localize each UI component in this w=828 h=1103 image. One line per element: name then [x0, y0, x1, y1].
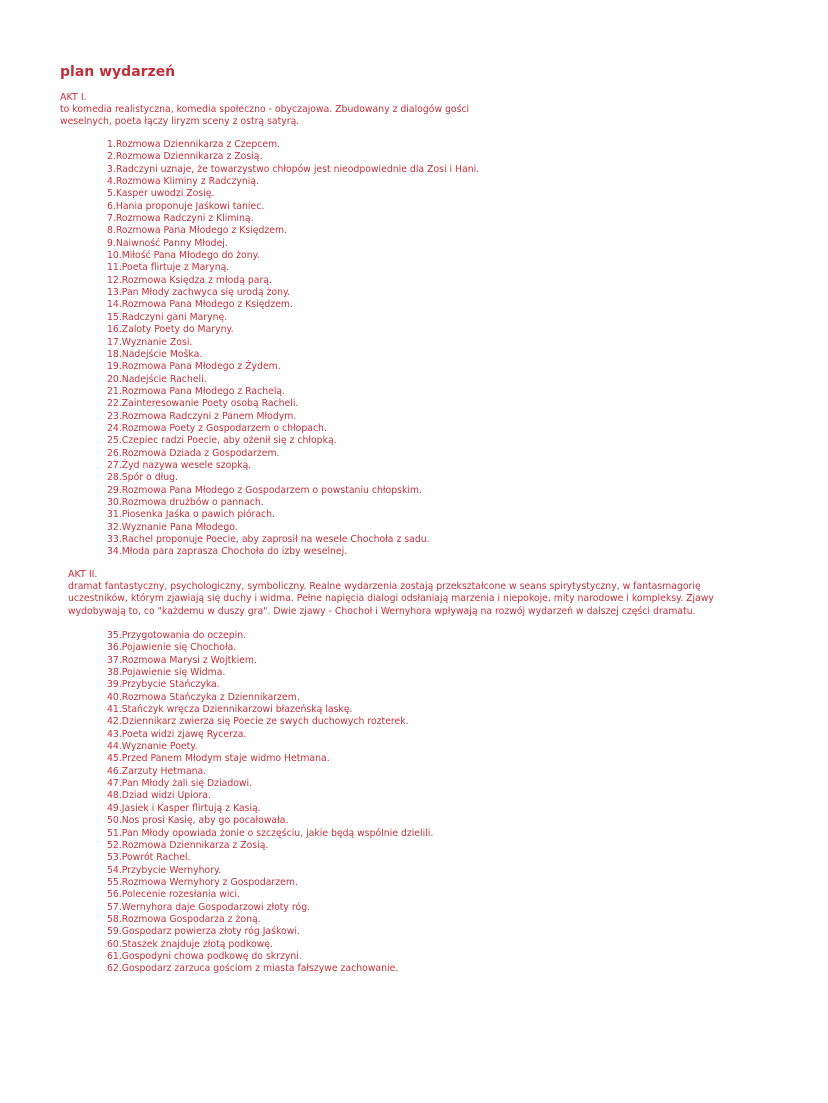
event-item: 49.Jasiek i Kasper flirtują z Kasią.: [107, 802, 261, 814]
event-item: 15.Radczyni gani Marynę.: [107, 311, 228, 323]
event-item: 62.Gospodarz zarzuca gościom z miasta fałszywe zachowanie.: [107, 963, 399, 975]
event-item: 36.Pojawienie się Chochoła.: [107, 642, 237, 654]
event-item: 32.Wyznanie Pana Młodego.: [107, 521, 238, 533]
event-item: 39.Przybycie Stańczyka.: [107, 679, 220, 691]
event-item: 13.Pan Młody zachwyca się urodą żony.: [107, 287, 291, 299]
event-item: 11.Poeta flirtuje z Maryną.: [107, 262, 230, 274]
event-item: 17.Wyznanie Zosi.: [107, 336, 193, 348]
event-item: 46.Zarzuty Hetmana.: [107, 765, 207, 777]
event-item: 51.Pan Młody opowiada żonie o szczęściu, jakie będą wspólnie dzielili.: [107, 827, 434, 839]
page-title: plan wydarzeń: [60, 64, 176, 80]
event-item: 34.Młoda para zaprasza Chochoła do izby weselnej.: [107, 546, 348, 558]
act-1-label: AKT I.: [60, 92, 87, 103]
event-item: 9.Naiwność Panny Młodej.: [107, 237, 228, 249]
event-item: 48.Dziad widzi Upiora.: [107, 790, 211, 802]
event-item: 38.Pojawienie się Widma.: [107, 667, 226, 679]
event-item: 20.Nadejście Racheli.: [107, 373, 207, 385]
event-item: 2.Rozmowa Dziennikarza z Zosią.: [107, 151, 263, 163]
event-item: 53.Powrót Rachel.: [107, 852, 191, 864]
act-1-section: [60, 92, 490, 129]
event-item: 43.Poeta widzi zjawę Rycerza.: [107, 728, 247, 740]
event-item: 31.Piosenka Jaśka o pawich piórach.: [107, 509, 275, 521]
event-item: 1.Rozmowa Dziennikarza z Czepcem.: [107, 139, 281, 150]
event-item: 4.Rozmowa Kliminy z Radczynią.: [107, 176, 260, 188]
event-item: 3.Radczyni uznaje, że towarzystwo chłopów jest nieodpowiednie dla Zosi i Hani.: [107, 163, 480, 175]
event-item: 19.Rozmowa Pana Młodego z Żydem.: [107, 361, 281, 373]
event-item: 44.Wyznanie Poety.: [107, 741, 198, 753]
event-item: 25.Czepiec radzi Poecie, aby ożenił się z chłopką.: [107, 435, 337, 447]
event-item: 37.Rozmowa Marysi z Wojtkiem.: [107, 654, 257, 666]
event-item: 59.Gospodarz powierza złoty róg Jaśkowi.: [107, 926, 300, 938]
event-item: 22.Zainteresowanie Poety osobą Racheli.: [107, 398, 299, 410]
event-item: 6.Hania proponuje Jaśkowi taniec.: [107, 200, 265, 212]
event-item: 61.Gospodyni chowa podkowę do skrzyni.: [107, 950, 302, 962]
event-item: 18.Nadejście Moška.: [107, 348, 203, 360]
event-item: 45.Przed Panem Młodym staje widmo Hetmana.: [107, 753, 330, 765]
event-item: 16.Zaloty Poety do Maryny.: [107, 324, 234, 336]
event-item: 27.Żyd nazywa wesele szopką.: [107, 459, 252, 471]
event-item: 33.Rachel proponuje Poecie, aby zaprosił na wesele Chochoła z sadu.: [107, 534, 430, 545]
event-item: 60.Staszek znajduje złotą podkowę.: [107, 938, 273, 950]
event-item: 54.Przybycie Wernyhory.: [107, 864, 222, 876]
event-item: 47.Pan Młody żali się Dziadowi.: [107, 778, 253, 790]
event-item: 7.Rozmowa Radczyni z Kliminą.: [107, 213, 254, 225]
event-item: 35.Przygotowania do oczepin.: [107, 630, 247, 641]
event-item: 10.Miłość Pana Młodego do żony.: [107, 250, 260, 262]
act-2-events: [107, 630, 433, 976]
act-2-label: AKT II.: [68, 569, 98, 580]
event-item: 56.Polecenie rozesłania wici.: [107, 889, 241, 901]
event-item: 55.Rozmowa Wernyhory z Gospodarzem.: [107, 876, 298, 888]
event-item: 41.Stańczyk wręcza Dziennikarzowi błazeńską laskę.: [107, 704, 353, 716]
event-item: 14.Rozmowa Pana Młodego z Księdzem.: [107, 299, 293, 311]
event-item: 8.Rozmowa Pana Młodego z Księdzem.: [107, 225, 288, 237]
event-item: 42.Dziennikarz zwierza się Poecie ze swych duchowych rozterek.: [107, 716, 409, 728]
event-item: 28.Spór o dług.: [107, 472, 178, 484]
act-2-section: [68, 569, 736, 618]
event-item: 57.Wernyhora daje Gospodarzowi złoty róg.: [107, 901, 311, 913]
event-item: 29.Rozmowa Pana Młodego z Gospodarzem o powstaniu chłopskim.: [107, 484, 422, 496]
act-1-events: [107, 139, 479, 559]
event-item: 52.Rozmowa Dziennikarza z Zosią.: [107, 839, 269, 851]
act-2-intro: dramat fantastyczny, psychologiczny, symboliczny. Realne wydarzenia zostają przekształcone w seans spirytystyczny, w fantasmagorię uczestników, którym zjawiają się duchy i widma. Pełne napięcia dialogi odsłaniają marzenia i niepokoje, mity narodowe i kompleksy. Zjawy wydobywają to, co "każdemu w duszy gra". Dwie zjawy - Chochoł i Wernyhora wpływają na rozwój wydarzeń w dalszej części dramatu.: [68, 581, 714, 617]
event-item: 24.Rozmowa Poety z Gospodarzem o chłopach.: [107, 422, 327, 434]
event-item: 26.Rozmowa Dziada z Gospodarzem.: [107, 447, 280, 459]
event-item: 30.Rozmowa drużbów o pannach.: [107, 496, 264, 508]
event-item: 12.Rozmowa Księdza z młodą parą.: [107, 274, 272, 286]
event-item: 5.Kasper uwodzi Zosię.: [107, 188, 215, 200]
act-1-intro: to komedia realistyczna, komedia społeczno - obyczajowa. Zbudowany z dialogów gości weselnych, poeta łączy liryzm sceny z ostrą satyrą.: [60, 104, 470, 128]
event-item: 58.Rozmowa Gospodarza z żoną.: [107, 913, 261, 925]
event-item: 21.Rozmowa Pana Młodego z Rachelą.: [107, 385, 286, 397]
event-item: 40.Rozmowa Stańczyka z Dziennikarzem.: [107, 691, 300, 703]
event-item: 23.Rozmowa Radczyni z Panem Młodym.: [107, 410, 297, 422]
event-item: 50.Nos prosi Kasię, aby go pocałowała.: [107, 815, 289, 827]
